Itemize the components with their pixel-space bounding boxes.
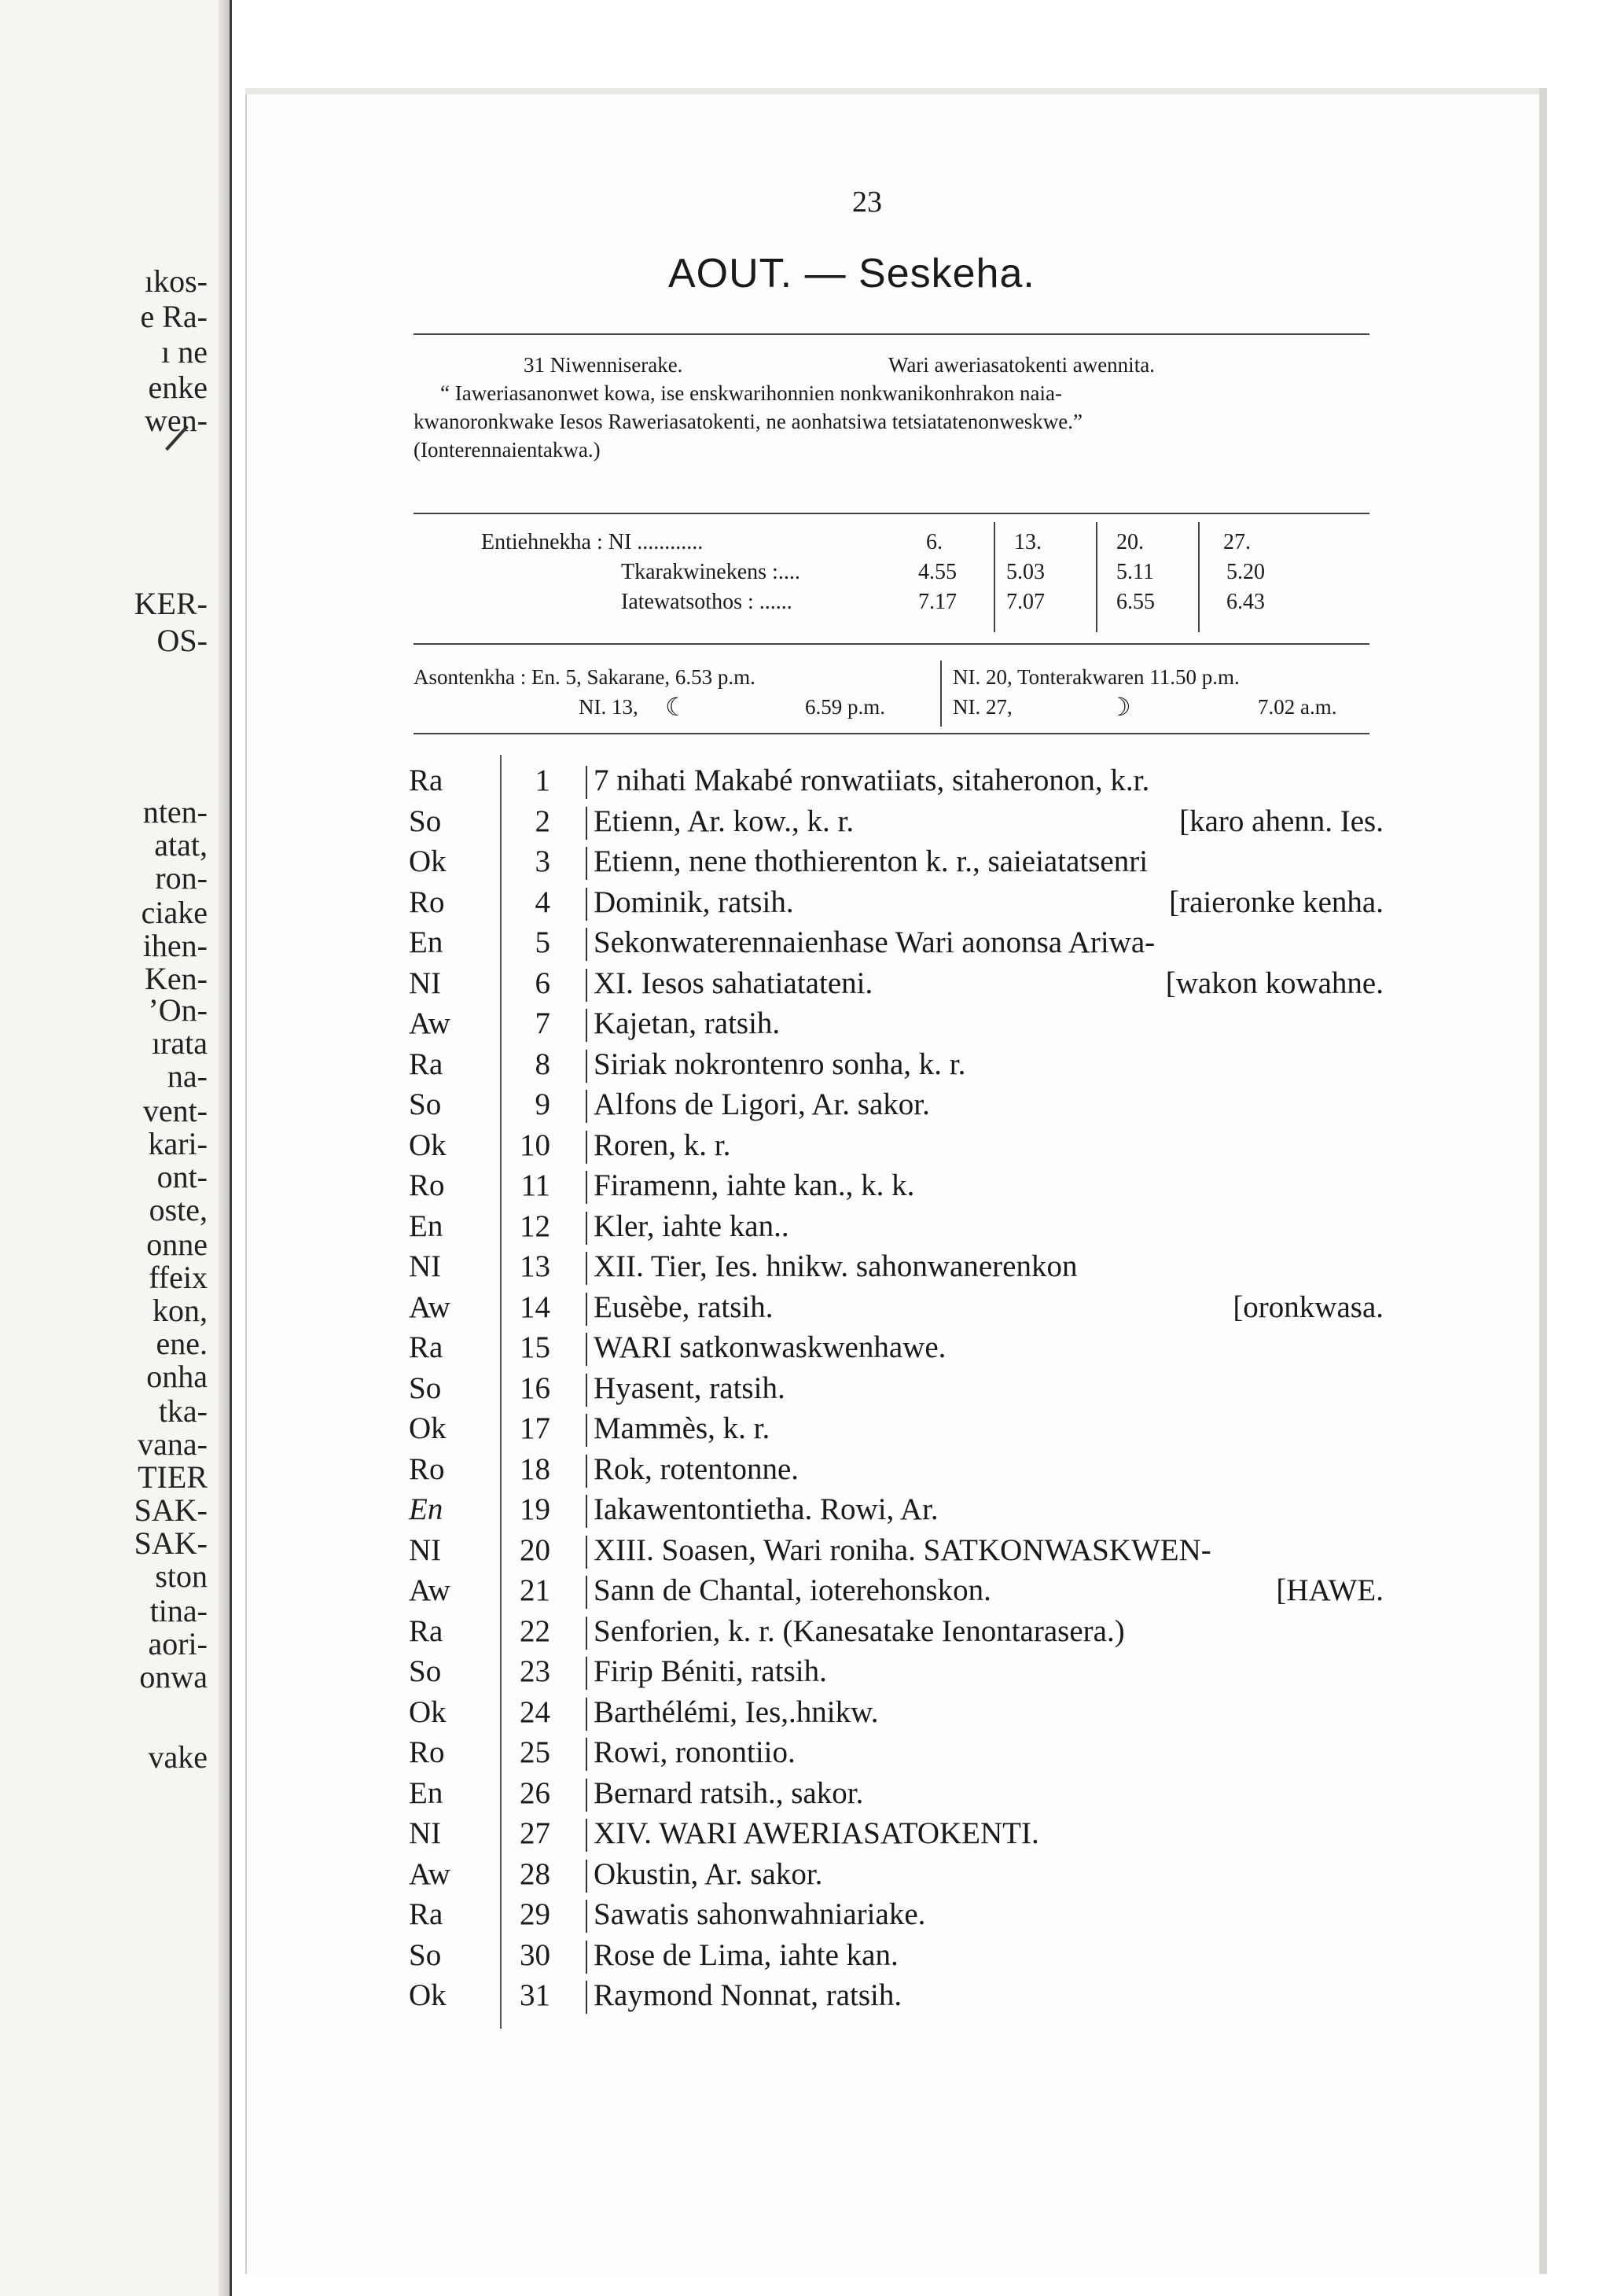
saint-entry: 7 nihati Makabé ronwatiiats, sitaheronon, k.r. (594, 763, 1150, 797)
saint-entry: Senforien, k. r. (Kanesatake Ienontarasera.) (594, 1613, 1125, 1648)
saint-entry: Raymond Nonnat, ratsih. (594, 1978, 902, 2012)
saint-entry: Kajetan, ratsih. (594, 1006, 781, 1040)
left-page-fragment-line: atat, (154, 827, 208, 863)
moon-line: Asontenkha : En. 5, Sakarane, 6.53 p.m. (414, 665, 755, 689)
calendar-row (409, 1693, 1384, 1732)
page-right-edge (1539, 88, 1547, 2274)
left-page-fragment-line: kon, (153, 1293, 208, 1328)
day-number: 8 (535, 1047, 550, 1081)
weekday-abbr: En (409, 925, 443, 959)
page-top-edge (245, 88, 1542, 94)
left-page-fragment-line: SAK- (134, 1525, 208, 1561)
weekday-abbr: NI (409, 1533, 442, 1567)
calendar-row (409, 1409, 1384, 1448)
left-page-fragment-line: wen- (145, 403, 208, 438)
row-rule (586, 1293, 587, 1326)
day-number: 29 (520, 1897, 550, 1931)
left-page-fragment-line: ston (155, 1558, 208, 1594)
weekday-abbr: Ra (409, 763, 443, 797)
row-rule (586, 888, 587, 921)
saint-entry: Bernard ratsih., sakor. (594, 1775, 864, 1810)
day-number: 23 (520, 1654, 550, 1688)
weekday-abbr: Ro (409, 885, 445, 919)
saint-entry: Rok, rotentonne. (594, 1452, 799, 1486)
row-rule (586, 1779, 587, 1812)
weekday-abbr: Ra (409, 1613, 443, 1648)
sun-label-set: Iatewatsothos : ...... (621, 590, 792, 614)
row-rule (586, 1374, 587, 1407)
weekday-abbr: Ro (409, 1452, 445, 1486)
divider (414, 333, 1369, 335)
weekday-abbr: Aw (409, 1573, 450, 1607)
saint-entry-continuation: [oronkwasa. (1233, 1290, 1384, 1324)
saint-entry: XIII. Soasen, Wari roniha. SATKONWASKWEN- (594, 1533, 1211, 1567)
row-rule (586, 928, 587, 961)
moon-line: NI. 27, (953, 695, 1013, 719)
left-page-fragment-line: ont- (156, 1159, 208, 1194)
saint-entry: Hyasent, ratsih. (594, 1371, 785, 1405)
row-rule (586, 1171, 587, 1204)
saint-entry-continuation: [raieronke kenha. (1169, 885, 1384, 919)
day-number: 10 (520, 1128, 550, 1162)
row-rule (586, 1617, 587, 1650)
row-rule (586, 1819, 587, 1852)
left-page-fragment-line: ırata (151, 1025, 208, 1061)
calendar-row (409, 1450, 1384, 1489)
weekday-abbr: Ro (409, 1168, 445, 1202)
left-page-fragment-line: SAK- (134, 1492, 208, 1528)
weekday-abbr: En (409, 1775, 443, 1810)
row-rule (586, 1698, 587, 1731)
column-rule (1198, 522, 1200, 632)
row-rule (586, 1860, 587, 1893)
saint-entry: XII. Tier, Ies. hnikw. sahonwanerenkon (594, 1249, 1078, 1283)
row-rule (586, 1333, 587, 1366)
day-number: 5 (535, 925, 550, 959)
row-rule (586, 969, 587, 1002)
feast-name: Wari aweriasatokenti awennita. (888, 353, 1155, 377)
calendar-row (409, 842, 1384, 881)
left-page-fragment-line: onne (146, 1227, 208, 1262)
weekday-abbr: So (409, 1087, 442, 1121)
weekday-abbr: Ok (409, 1128, 447, 1162)
day-number: 17 (520, 1411, 550, 1445)
left-page-fragment-line: ihen- (142, 928, 208, 963)
calendar-row (409, 1612, 1384, 1651)
saint-entry: XIV. WARI AWERIASATOKENTI. (594, 1816, 1039, 1850)
page-title: AOUT. — Seskeha. (668, 251, 1035, 296)
sun-set: 6.55 (1116, 590, 1155, 614)
calendar-row (409, 1976, 1384, 2015)
day-number: 28 (520, 1856, 550, 1891)
row-rule (586, 1536, 587, 1569)
row-rule (586, 1050, 587, 1083)
left-page-fragment-line: ene. (156, 1326, 208, 1361)
calendar-row (409, 1126, 1384, 1165)
sun-set: 6.43 (1226, 590, 1265, 614)
day-number: 24 (520, 1694, 550, 1729)
row-rule (586, 766, 587, 799)
saint-entry: Rowi, ronontiio. (594, 1735, 796, 1769)
weekday-abbr: NI (409, 1249, 442, 1283)
calendar-row (409, 883, 1384, 922)
row-rule (586, 1576, 587, 1609)
sun-rise: 5.11 (1116, 560, 1154, 584)
day-number: 21 (520, 1573, 550, 1607)
row-rule (586, 847, 587, 880)
left-page-fragment-line: vent- (142, 1093, 208, 1128)
left-page-fragment-line: vake (148, 1739, 208, 1775)
saint-entry: Siriak nokrontenro sonha, k. r. (594, 1047, 966, 1081)
row-rule (586, 1738, 587, 1771)
calendar-row (409, 1490, 1384, 1529)
weekday-abbr: Aw (409, 1006, 450, 1040)
row-rule (586, 1900, 587, 1933)
calendar-row (409, 1207, 1384, 1246)
day-number: 11 (520, 1168, 550, 1202)
row-rule (586, 1252, 587, 1285)
row-rule (586, 1414, 587, 1447)
saint-entry: Iakawentontietha. Rowi, Ar. (594, 1492, 939, 1526)
calendar-row (409, 802, 1384, 841)
day-number: 7 (535, 1006, 550, 1040)
sun-day: 20. (1116, 530, 1144, 554)
saint-entry-continuation: [HAWE. (1276, 1573, 1384, 1607)
day-number: 9 (535, 1087, 550, 1121)
sun-day: 6. (926, 530, 943, 554)
saint-entry: Rose de Lima, iahte kan. (594, 1937, 899, 1972)
sun-set: 7.17 (918, 590, 957, 614)
saint-entry: Firip Béniti, ratsih. (594, 1654, 827, 1688)
left-page-fragment-line: enke (148, 370, 208, 405)
calendar-row (409, 1369, 1384, 1408)
day-number: 19 (520, 1492, 550, 1526)
day-number: 2 (535, 804, 550, 838)
moon-line: 6.59 p.m. (805, 695, 886, 719)
row-rule (586, 1090, 587, 1123)
left-page-fragment (0, 0, 232, 2296)
moon-first-quarter-icon: ☽ (1108, 693, 1131, 721)
calendar-row (409, 1531, 1384, 1570)
left-page-fragment-line: onha (146, 1359, 208, 1394)
moon-last-quarter-icon: ☾ (665, 693, 688, 721)
left-page-fragment-line: vana- (138, 1426, 208, 1462)
weekday-abbr: So (409, 804, 442, 838)
left-page-fragment-line: aori- (148, 1626, 208, 1661)
page-edge-shadow (219, 0, 230, 2296)
left-page-fragment-line: OS- (156, 623, 208, 658)
sun-day: 13. (1014, 530, 1042, 554)
day-number: 22 (520, 1613, 550, 1648)
day-number: 13 (520, 1249, 550, 1283)
column-rule (994, 522, 995, 632)
moon-line: 7.02 a.m. (1258, 695, 1337, 719)
column-rule (940, 660, 942, 727)
weekday-abbr: Aw (409, 1856, 450, 1891)
weekday-abbr: En (409, 1209, 443, 1243)
page-number: 23 (852, 186, 882, 219)
left-page-fragment-line: nten- (142, 794, 208, 830)
left-page-fragment-line: onwa (139, 1659, 208, 1694)
weekday-abbr: Ra (409, 1330, 443, 1364)
day-number: 27 (520, 1816, 550, 1850)
saint-entry: Mammès, k. r. (594, 1411, 770, 1445)
left-page-fragment-line: tina- (149, 1593, 208, 1628)
day-number: 30 (520, 1937, 550, 1972)
saint-entry: Sann de Chantal, ioterehonskon. (594, 1573, 991, 1607)
calendar-row (409, 1004, 1384, 1043)
feast-quote-line: “ Iaweriasanonwet kowa, ise enskwarihonnien nonkwanikonhrakon naia- (440, 381, 1062, 405)
day-number: 14 (520, 1290, 550, 1324)
calendar-row (409, 1814, 1384, 1853)
weekday-abbr: Ok (409, 844, 447, 878)
row-rule (586, 1009, 587, 1042)
saint-entry: Roren, k. r. (594, 1128, 731, 1162)
day-number: 15 (520, 1330, 550, 1364)
left-page-fragment-line: kari- (148, 1126, 208, 1161)
calendar-row (409, 923, 1384, 962)
left-page-fragment-line: KER- (134, 586, 208, 621)
calendar-row (409, 1895, 1384, 1934)
left-page-fragment-line: TIER (138, 1459, 208, 1495)
left-page-fragment-line: Ken- (145, 961, 208, 996)
calendar-row (409, 1247, 1384, 1286)
left-page-fragment-line: ciake (141, 895, 208, 930)
left-page-fragment-line: ron- (155, 860, 208, 896)
calendar-row (409, 1571, 1384, 1610)
day-number: 6 (535, 966, 550, 1000)
saint-entry: Firamenn, iahte kan., k. k. (594, 1168, 915, 1202)
calendar-row (409, 1733, 1384, 1772)
divider (414, 513, 1369, 514)
day-number: 3 (535, 844, 550, 878)
weekday-abbr: Aw (409, 1290, 450, 1324)
saint-entry-continuation: [karo ahenn. Ies. (1179, 804, 1384, 838)
saint-entry: XI. Iesos sahatiatateni. (594, 966, 873, 1000)
day-number: 20 (520, 1533, 550, 1567)
saint-entry: Eusèbe, ratsih. (594, 1290, 774, 1324)
calendar-row (409, 1288, 1384, 1327)
column-rule (1096, 522, 1097, 632)
row-rule (586, 1981, 587, 2014)
row-rule (586, 1941, 587, 1974)
sun-rise: 5.03 (1006, 560, 1045, 584)
divider (414, 733, 1369, 734)
calendar-row (409, 964, 1384, 1003)
saint-entry: Kler, iahte kan.. (594, 1209, 789, 1243)
sun-rise: 5.20 (1226, 560, 1265, 584)
feast-date: 31 Niwenniserake. (524, 353, 683, 377)
day-number: 26 (520, 1775, 550, 1810)
sun-label-days: Entiehnekha : NI ............ (481, 530, 704, 554)
saint-entry: Sekonwaterennaienhase Wari aononsa Ariwa- (594, 925, 1156, 959)
saint-entry: Etienn, Ar. kow., k. r. (594, 804, 855, 838)
day-number: 1 (535, 763, 550, 797)
calendar-row (409, 1045, 1384, 1084)
saint-entry: WARI satkonwaskwenhawe. (594, 1330, 947, 1364)
day-number: 16 (520, 1371, 550, 1405)
calendar-row (409, 1774, 1384, 1813)
divider (414, 643, 1369, 645)
row-rule (586, 1455, 587, 1488)
left-page-fragment-line: na- (167, 1058, 208, 1094)
calendar-row (409, 1652, 1384, 1691)
weekday-abbr: En (409, 1492, 443, 1526)
weekday-abbr: Ok (409, 1978, 447, 2012)
feast-quote-line: kwanoronkwake Iesos Raweriasatokenti, ne aonhatsiwa tetsiatatenonweskwe.” (414, 410, 1083, 433)
moon-line: NI. 13, (579, 695, 638, 719)
weekday-abbr: So (409, 1937, 442, 1972)
left-page-fragment-line: e Ra- (140, 299, 208, 334)
weekday-abbr: So (409, 1371, 442, 1405)
day-number: 4 (535, 885, 550, 919)
sun-rise: 4.55 (918, 560, 957, 584)
weekday-abbr: NI (409, 1816, 442, 1850)
left-page-fragment-line: ı ne (161, 334, 208, 370)
weekday-abbr: NI (409, 966, 442, 1000)
row-rule (586, 1212, 587, 1245)
day-number: 25 (520, 1735, 550, 1769)
weekday-abbr: Ok (409, 1411, 447, 1445)
day-number: 12 (520, 1209, 550, 1243)
saint-entry: Barthélémi, Ies,.hnikw. (594, 1694, 879, 1729)
feast-source: (Ionterennaientakwa.) (414, 438, 601, 462)
day-number: 18 (520, 1452, 550, 1486)
sun-day: 27. (1223, 530, 1251, 554)
saint-entry: Okustin, Ar. sakor. (594, 1856, 823, 1891)
row-rule (586, 1495, 587, 1528)
weekday-abbr: Ra (409, 1047, 443, 1081)
calendar-row (409, 761, 1384, 800)
day-number: 31 (520, 1978, 550, 2012)
calendar-row (409, 1855, 1384, 1894)
row-rule (586, 1131, 587, 1164)
weekday-abbr: So (409, 1654, 442, 1688)
weekday-abbr: Ra (409, 1897, 443, 1931)
calendar-row (409, 1085, 1384, 1124)
left-page-fragment-line: ’On- (148, 992, 208, 1028)
sun-label-rise: Tkarakwinekens :.... (621, 560, 800, 584)
saint-entry: Alfons de Ligori, Ar. sakor. (594, 1087, 930, 1121)
calendar-row (409, 1166, 1384, 1205)
left-page-fragment-line: ffeix (149, 1260, 208, 1295)
saint-entry-continuation: [wakon kowahne. (1165, 966, 1384, 1000)
weekday-abbr: Ok (409, 1694, 447, 1729)
left-page-fragment-line: tka- (158, 1393, 208, 1429)
sun-set: 7.07 (1006, 590, 1045, 614)
moon-line: NI. 20, Tonterakwaren 11.50 p.m. (953, 665, 1240, 689)
left-page-fragment-line: oste, (149, 1192, 208, 1227)
saint-entry: Dominik, ratsih. (594, 885, 794, 919)
left-page-fragment-line: ıkos- (145, 263, 208, 299)
saint-entry: Sawatis sahonwahniariake. (594, 1897, 926, 1931)
row-rule (586, 807, 587, 840)
row-rule (586, 1657, 587, 1690)
saint-entry: Etienn, nene thothierenton k. r., saieiatatsenri (594, 844, 1149, 878)
calendar-row (409, 1936, 1384, 1975)
calendar-row (409, 1328, 1384, 1367)
weekday-abbr: Ro (409, 1735, 445, 1769)
